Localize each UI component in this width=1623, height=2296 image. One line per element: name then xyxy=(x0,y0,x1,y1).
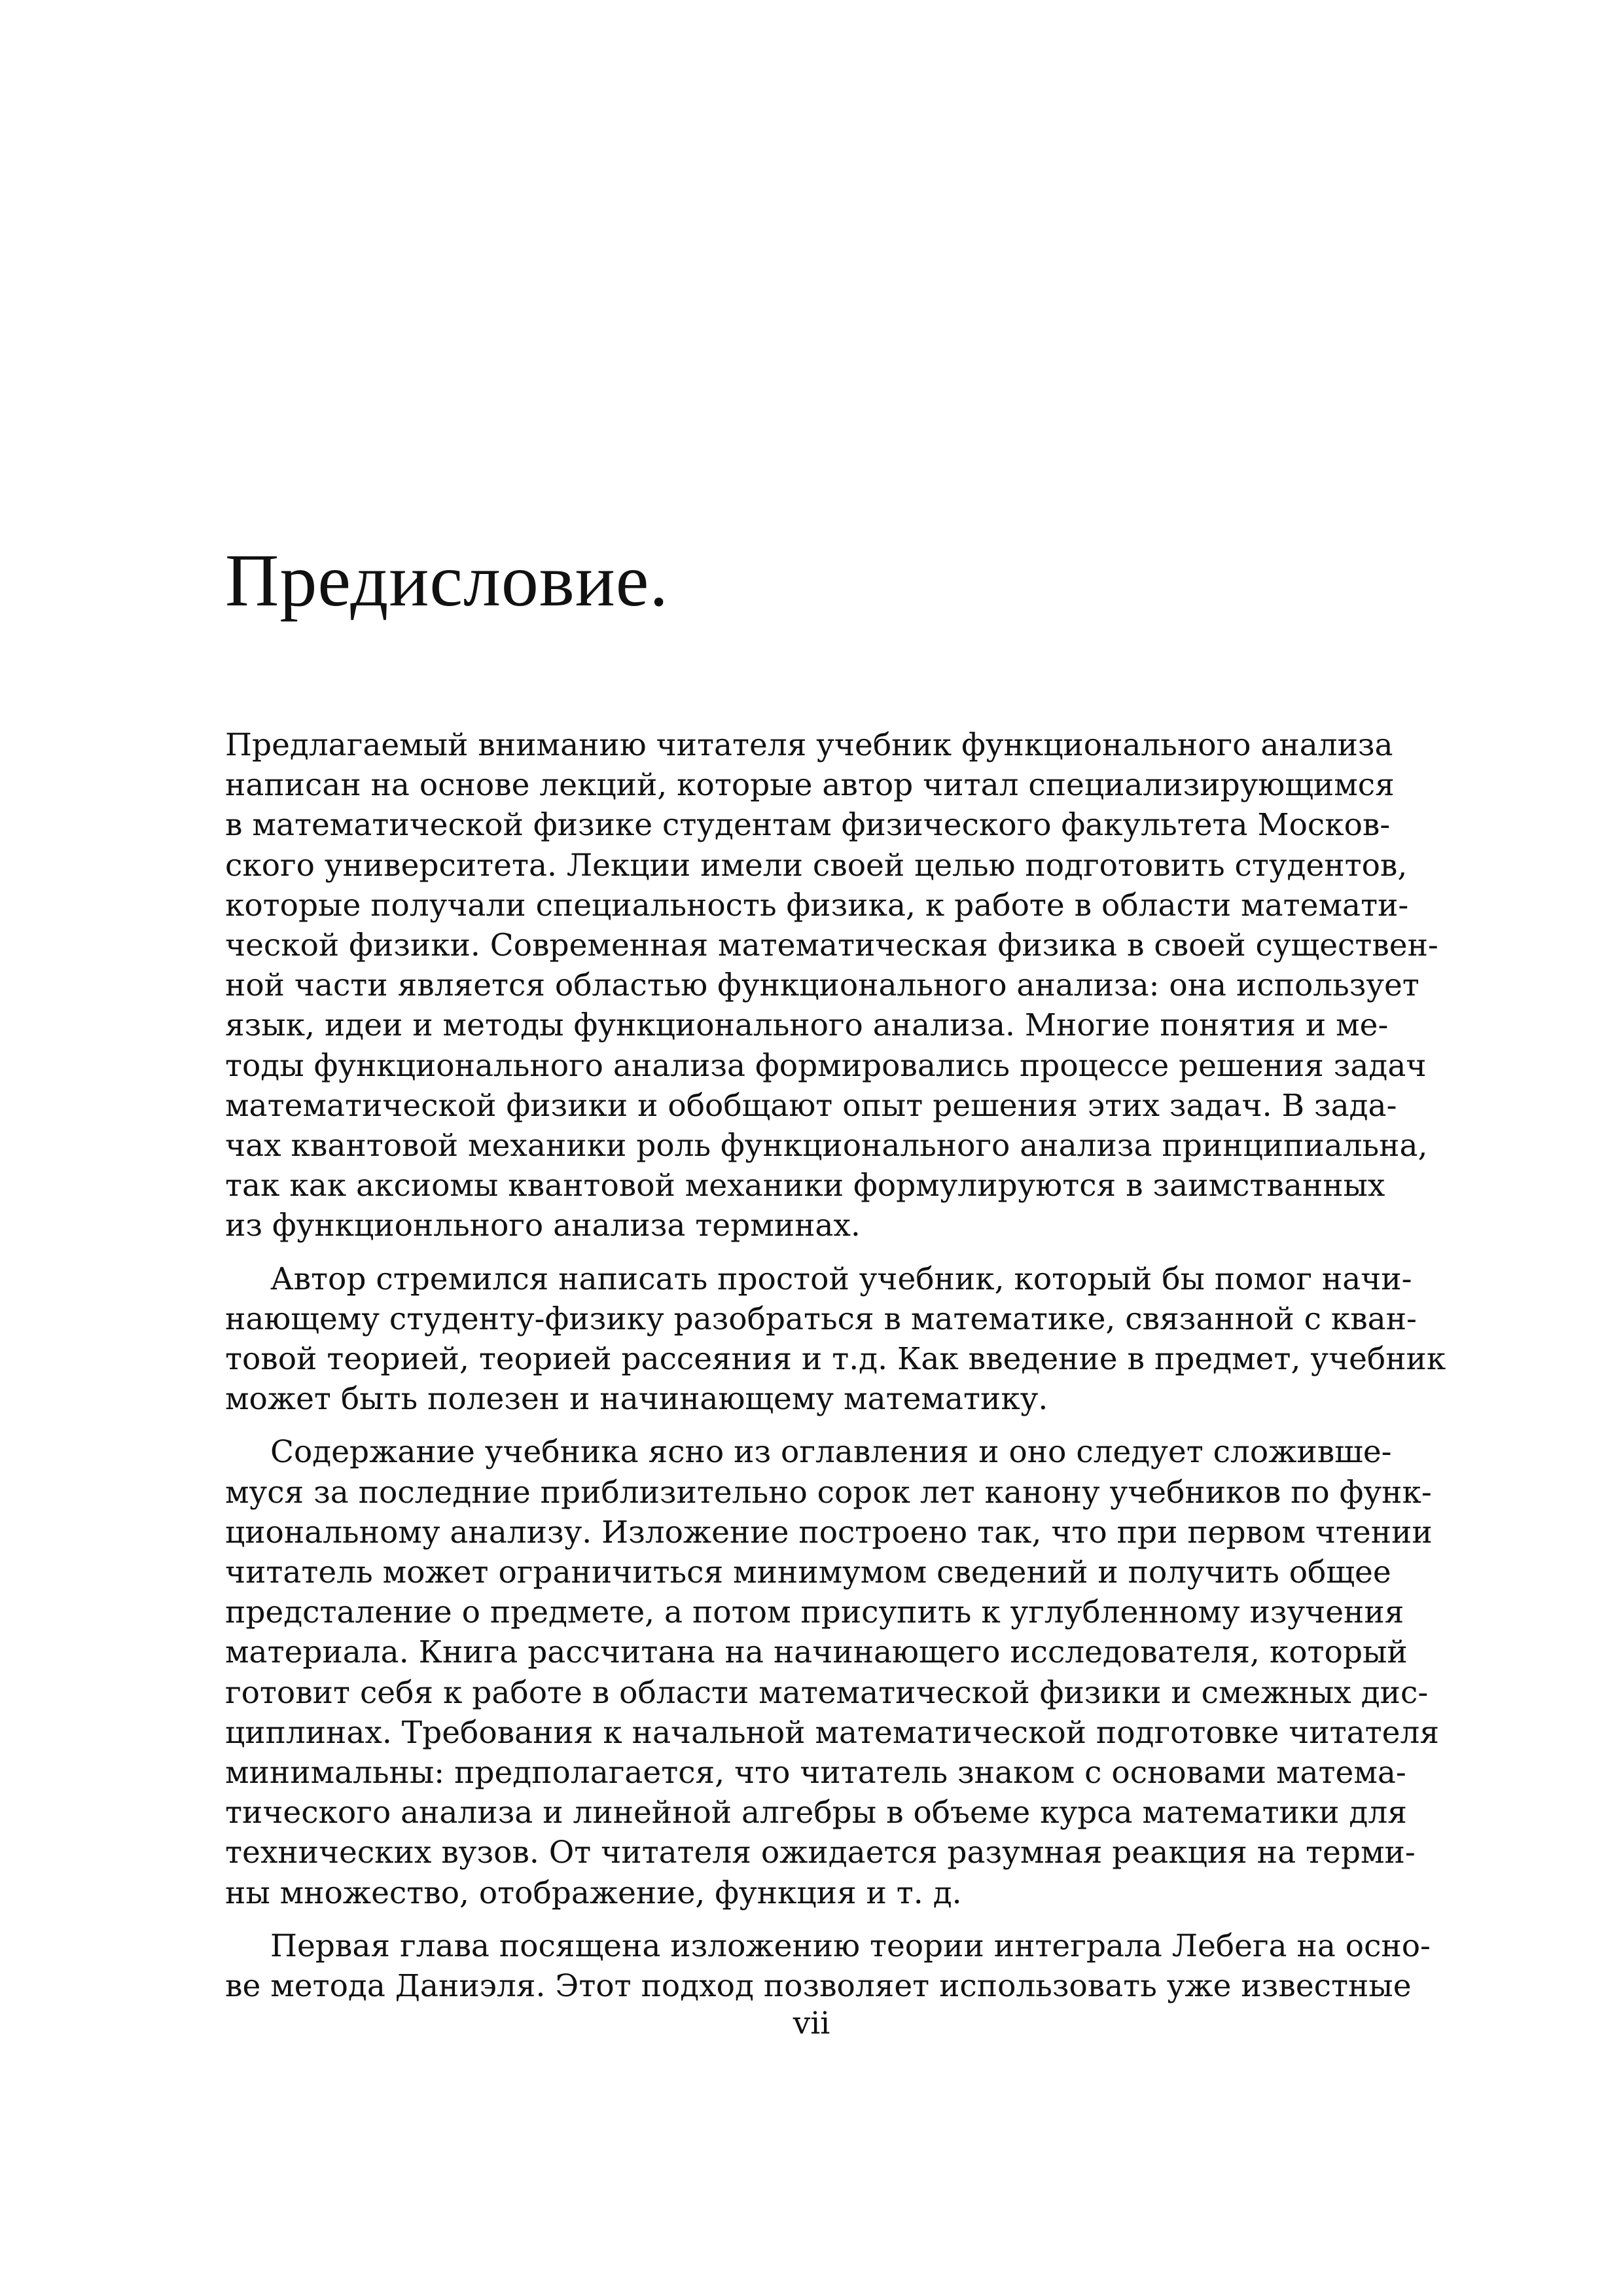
text-line: в математической физике студентам физического факультета Москов- xyxy=(225,807,1391,844)
text-line: тоды функционального анализа формировались процессе решения задач xyxy=(225,1047,1427,1084)
text-line: материала. Книга рассчитана на начинающего исследователя, который xyxy=(225,1634,1408,1671)
text-line: которые получали специальность физика, к работе в области математи- xyxy=(225,887,1409,924)
text-line: ческой физики. Современная математическая физика в своей существен- xyxy=(225,927,1438,964)
text-line: ского университета. Лекции имели своей целью подготовить студентов, xyxy=(225,847,1408,884)
text-line: товой теорией, теорией рассеяния и т.д. Как введение в предмет, учебник xyxy=(225,1341,1446,1378)
body-text xyxy=(225,725,1446,2006)
text-line: ве метода Даниэля. Этот подход позволяет использовать уже известные xyxy=(225,1968,1412,2005)
text-line: язык, идеи и методы функционального анализа. Многие понятия и ме- xyxy=(225,1007,1389,1044)
text-line: так как аксиомы квантовой механики формулируются в заимстванных xyxy=(225,1168,1385,1204)
text-line: может быть полезен и начинающему математику. xyxy=(225,1381,1048,1418)
text-line: предсталение о предмете, а потом присупить к углубленному изучения xyxy=(225,1594,1404,1631)
text-line: Первая глава посящена изложению теории интеграла Лебега на осно- xyxy=(270,1928,1431,1964)
paragraph xyxy=(225,725,1438,1246)
text-line: Автор стремился написать простой учебник, который бы помог начи- xyxy=(270,1261,1412,1297)
paragraph xyxy=(225,1432,1440,1912)
text-line: муся за последние приблизительно сорок лет канону учебников по функ- xyxy=(225,1474,1432,1511)
text-line: минимальны: предполагается, что читатель знаком с основами матема- xyxy=(225,1755,1406,1791)
text-line: Содержание учебника ясно из оглавления и оно следует сложивше- xyxy=(270,1434,1392,1471)
text-line: математической физики и обобщают опыт решения этих задач. В зада- xyxy=(225,1087,1397,1124)
text-line: тического анализа и линейной алгебры в объеме курса математики для xyxy=(225,1795,1407,1831)
text-line: из функционльного анализа терминах. xyxy=(225,1208,861,1244)
text-line: нающему студенту-физику разобраться в математике, связанной с кван- xyxy=(225,1300,1417,1337)
text-line: ны множество, отображение, функция и т. д. xyxy=(225,1874,962,1911)
text-line: написан на основе лекций, которые автор читал специализирующимся xyxy=(225,767,1395,804)
text-line: циплинах. Требования к начальной математической подготовке читателя xyxy=(225,1714,1440,1751)
text-line: ной части является областью функционального анализа: она использует xyxy=(225,967,1419,1004)
paragraph xyxy=(225,1926,1431,2006)
text-line: Предлагаемый вниманию читателя учебник функционального анализа xyxy=(225,727,1393,763)
paragraph xyxy=(225,1259,1446,1420)
text-line: читатель может ограничиться минимумом сведений и получить общее xyxy=(225,1554,1391,1591)
text-line: готовит себя к работе в области математической физики и смежных дис- xyxy=(225,1674,1429,1711)
text-line: циональному анализу. Изложение построено так, что при первом чтении xyxy=(225,1514,1433,1551)
page-number: vii xyxy=(793,2005,830,2041)
chapter-title: Предисловие. xyxy=(225,539,669,622)
text-line: технических вузов. От читателя ожидается разумная реакция на терми- xyxy=(225,1835,1416,1871)
text-line: чах квантовой механики роль функционального анализа принципиальна, xyxy=(225,1128,1428,1164)
